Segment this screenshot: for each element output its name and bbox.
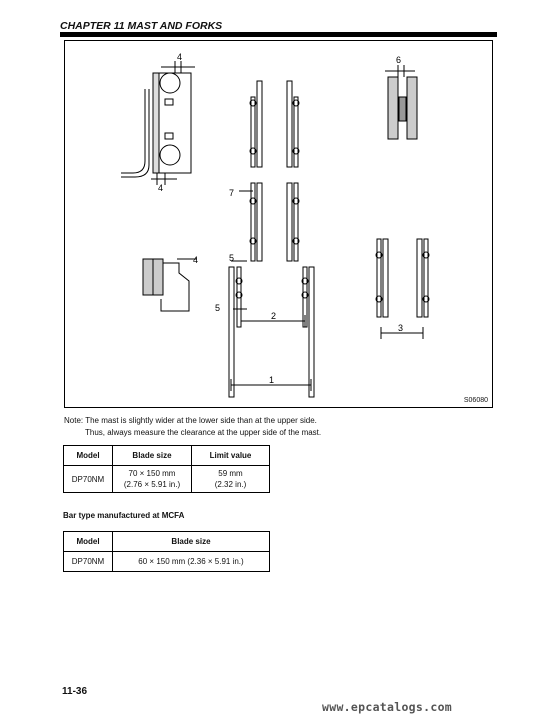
callout-5b: 5 (215, 303, 221, 313)
col-blade-size: Blade size (113, 446, 192, 466)
section-view-left (143, 259, 197, 311)
col-blade-size: Blade size (113, 532, 270, 552)
callout-5a: 5 (229, 253, 235, 263)
bar-type-heading: Bar type manufactured at MCFA (63, 511, 185, 520)
cell-limit-value: 59 mm (2.32 in.) (192, 466, 270, 493)
callout-4a: 4 (177, 52, 183, 62)
limit-table (63, 445, 270, 493)
table-row (64, 466, 270, 493)
callout-2: 2 (271, 311, 277, 321)
note-line-2: Thus, always measure the clearance at the upper side of the mast. (85, 428, 322, 437)
callout-1: 1 (269, 375, 275, 385)
hatched-section-top-right (385, 65, 417, 139)
figure-panel (64, 40, 493, 408)
page-number: 11-36 (62, 686, 88, 697)
callout-7: 7 (229, 188, 235, 198)
col-model: Model (64, 446, 113, 466)
cell-model: DP70NM (64, 552, 113, 572)
col-model: Model (64, 532, 113, 552)
note-line-1: Note: The mast is slightly wider at the lower side than at the upper side. (64, 416, 317, 425)
rail-pair-middle (239, 183, 299, 261)
header-rule (60, 32, 497, 37)
section-view-top-left (121, 61, 195, 185)
callout-4b: 4 (158, 183, 164, 193)
table-row (64, 552, 270, 572)
bar-type-table (63, 531, 270, 572)
site-watermark: www.epcatalogs.com (322, 700, 453, 714)
cell-blade-size: 60 × 150 mm (2.36 × 5.91 in.) (113, 552, 270, 572)
callout-6: 6 (396, 55, 402, 65)
chapter-header: CHAPTER 11 MAST AND FORKS (60, 20, 223, 32)
mast-clearance-diagram (65, 41, 492, 407)
col-limit-value: Limit value (192, 446, 270, 466)
note (64, 415, 321, 439)
rail-pair-top (250, 81, 299, 167)
cell-blade-size: 70 × 150 mm (2.76 × 5.91 in.) (113, 466, 192, 493)
callout-4c: 4 (193, 255, 199, 265)
cell-model: DP70NM (64, 466, 113, 493)
figure-code: S06080 (463, 397, 488, 404)
callout-3: 3 (398, 323, 404, 333)
